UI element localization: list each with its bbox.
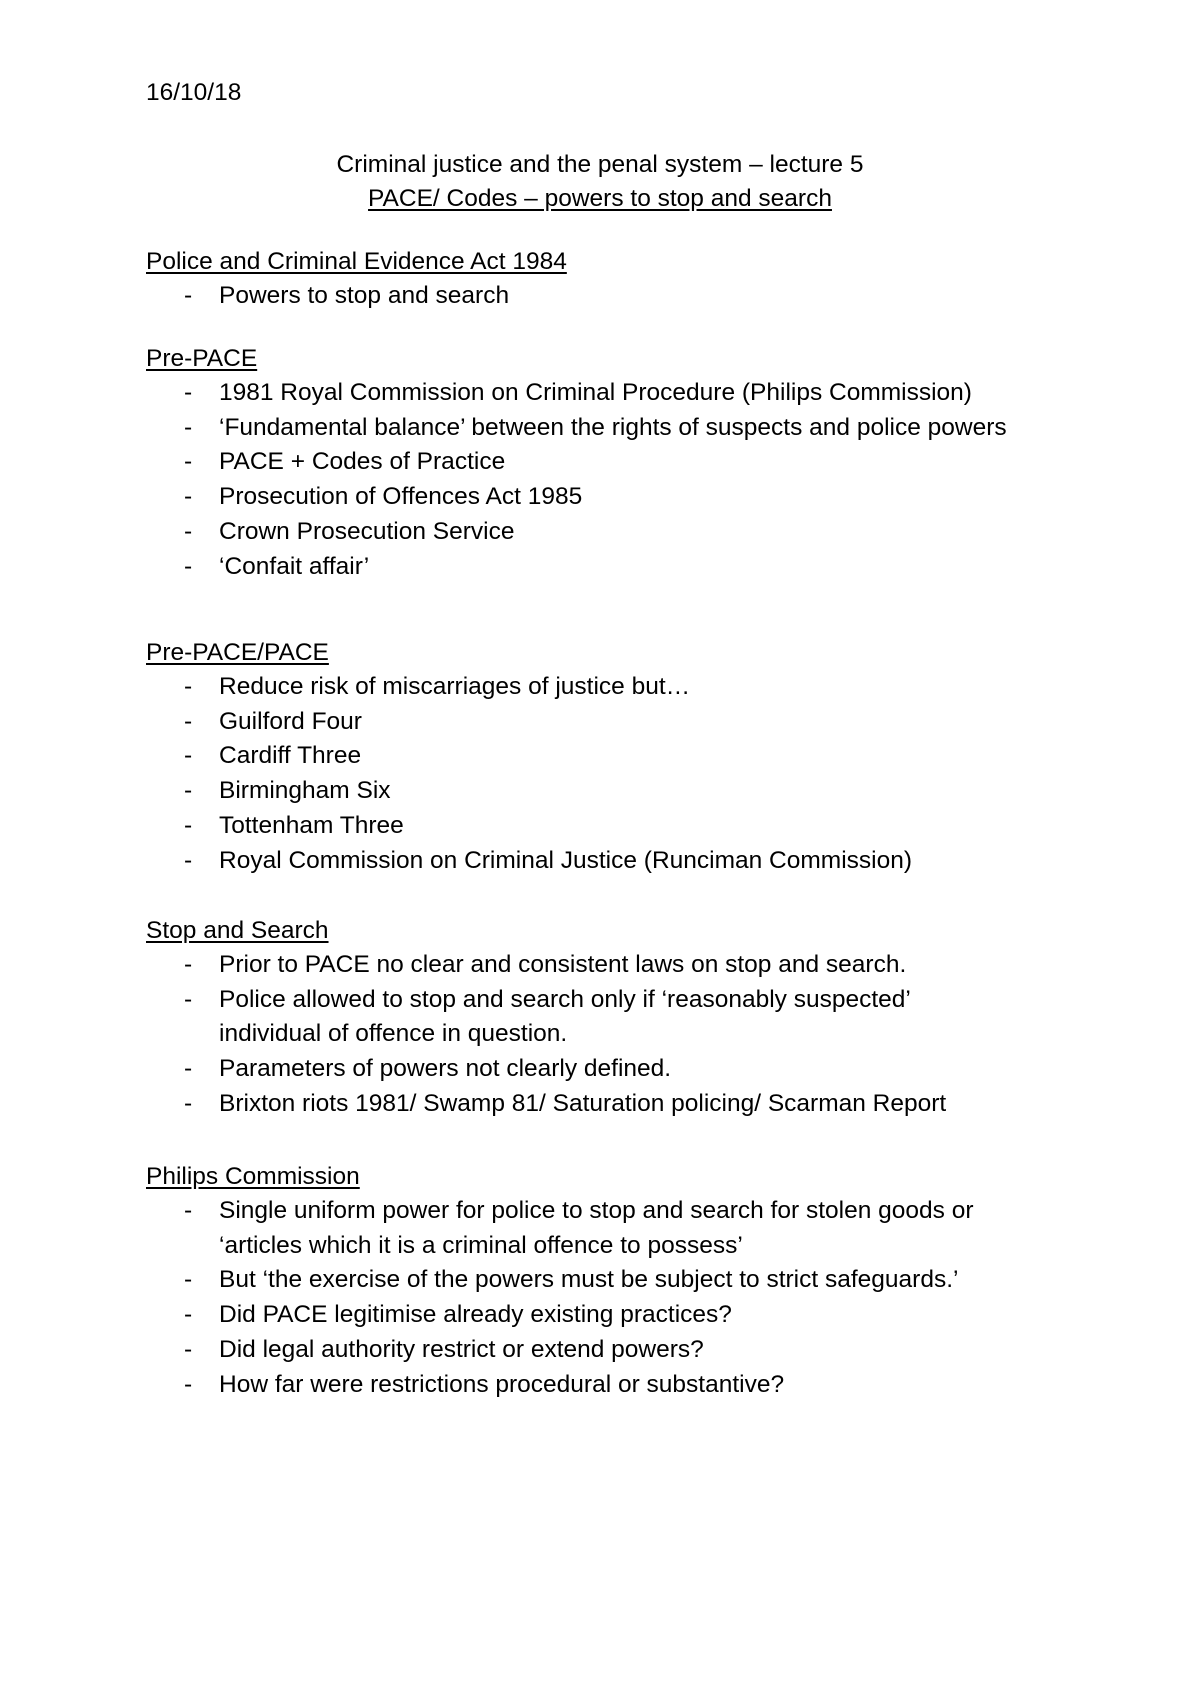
list-item-text: Tottenham Three [219,811,404,839]
list-item-text: ‘Fundamental balance’ between the rights of suspects and police powers [219,413,1007,441]
section-heading: Pre-PACE [146,345,258,372]
bullet-dash: - [184,1335,193,1363]
list-item [146,550,1086,585]
list-item-text: Prosecution of Offences Act 1985 [219,483,583,511]
bullet-dash: - [184,282,193,309]
list-item [146,376,1086,411]
date: 16/10/18 [146,79,242,106]
list-item-text: Guilford Four [219,707,362,735]
section-heading: Police and Criminal Evidence Act 1984 [146,248,567,275]
list-item-text: Did PACE legitimise already existing practices? [219,1301,732,1329]
list-item-text: Crown Prosecution Service [219,517,515,545]
bullet-dash: - [184,811,193,839]
section-heading: Pre-PACE/PACE [146,639,329,666]
bullet-dash: - [184,1370,193,1398]
page-title: Criminal justice and the penal system – lecture 5 [336,151,864,178]
bullet-dash: - [184,379,193,406]
list-item-text: Brixton riots 1981/ Swamp 81/ Saturation policing/ Scarman Report [219,1089,947,1117]
list-item-text: PACE + Codes of Practice [219,448,506,476]
list-item [146,739,1086,774]
list-item [146,1263,1086,1298]
bullet-dash: - [184,951,193,978]
bullet-dash: - [184,448,193,476]
list-item-text: Police allowed to stop and search only if ‘reasonably suspected’ individual of offence in question. [219,985,910,1048]
list-item [146,1298,1086,1333]
bullet-dash: - [184,707,193,735]
list-item [146,1194,1086,1263]
section-heading: Stop and Search [146,917,329,944]
list-item-text: How far were restrictions procedural or substantive? [219,1370,785,1398]
bullet-dash: - [184,846,193,874]
bullet-dash: - [184,1266,193,1294]
bullet-dash: - [184,483,193,511]
section-heading: Philips Commission [146,1163,360,1190]
bullet-dash: - [184,673,193,700]
list-item-text: But ‘the exercise of the powers must be subject to strict safeguards.’ [219,1266,959,1294]
section-stop-and-search [146,914,1086,1122]
list-item-text: Prior to PACE no clear and consistent laws on stop and search. [219,951,907,978]
bullet-dash: - [184,517,193,545]
list-item-text: Powers to stop and search [219,282,510,309]
list-item-text: 1981 Royal Commission on Criminal Procedure (Philips Commission) [219,379,972,406]
list-item-text: ‘Confait affair’ [219,552,370,580]
list-item [146,411,1086,446]
list-item-text: Reduce risk of miscarriages of justice but… [219,673,691,700]
list-item [146,670,1086,705]
list-item-text: Parameters of powers not clearly defined. [219,1055,672,1083]
section-pre-pace [146,342,1086,584]
list-item [146,983,1086,1052]
list-item [146,1333,1086,1368]
list-item [146,445,1086,480]
list-item-text: Royal Commission on Criminal Justice (Runciman Commission) [219,846,912,874]
section-philips-commission [146,1160,1086,1402]
list-item [146,1052,1086,1087]
list-item [146,844,1086,879]
page-subtitle: PACE/ Codes – powers to stop and search [368,185,832,212]
list-item-text: Did legal authority restrict or extend powers? [219,1335,704,1363]
section-pace-act [146,245,1086,314]
list-item [146,1368,1086,1403]
bullet-dash: - [184,1089,193,1117]
bullet-dash: - [184,1197,193,1224]
bullet-dash: - [184,1055,193,1083]
list-item-text: Single uniform power for police to stop and search for stolen goods or ‘articles which it is a criminal offence to possess’ [219,1197,974,1259]
list-item [146,480,1086,515]
bullet-dash: - [184,777,193,805]
list-item-text: Cardiff Three [219,742,362,770]
section-pre-pace-pace [146,636,1086,878]
bullet-dash: - [184,413,193,441]
list-item [146,1087,1086,1122]
list-item [146,515,1086,550]
list-item [146,809,1086,844]
list-item [146,774,1086,809]
list-item [146,279,1086,314]
bullet-dash: - [184,742,193,770]
list-item-text: Birmingham Six [219,777,391,805]
bullet-dash: - [184,1301,193,1329]
bullet-dash: - [184,552,193,580]
bullet-dash: - [184,985,193,1013]
list-item [146,948,1086,983]
list-item [146,705,1086,740]
